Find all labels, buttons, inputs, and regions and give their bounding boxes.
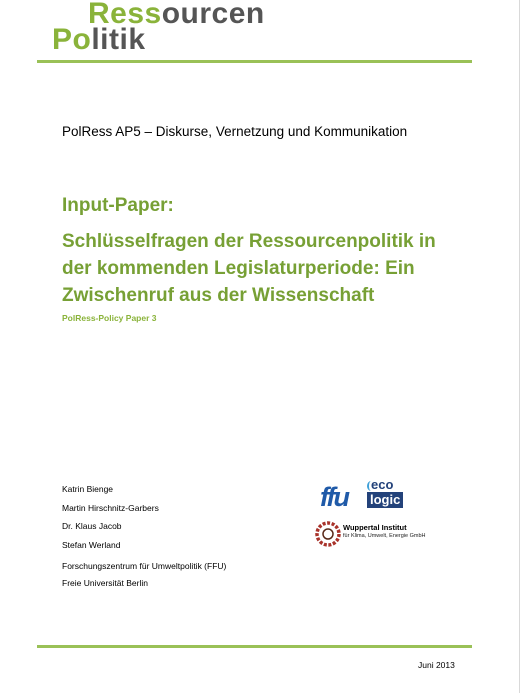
wuppertal-subtitle: für Klima, Umwelt, Energie GmbH — [343, 533, 426, 539]
logo-letters-litik: litik — [91, 23, 146, 56]
author-name: Stefan Werland — [62, 539, 121, 550]
wuppertal-institut-logo — [315, 521, 445, 551]
logo-letters-ourcen: ourcen — [161, 0, 265, 30]
document-title: Schlüsselfragen der Ressourcenpolitik in der kommenden Legislaturperiode: Ein Zwischenruf aus der Wissenschaft — [62, 231, 436, 306]
logo-line-2 — [52, 24, 146, 56]
author-name: Martin Hirschnitz-Garbers — [62, 502, 159, 513]
series-label: PolRess-Policy Paper 3 — [62, 313, 157, 323]
ecologic-logo — [367, 478, 401, 510]
project-line: PolRess AP5 – Diskurse, Vernetzung und Kommunikation — [62, 124, 408, 139]
bottom-divider — [37, 645, 472, 648]
institution-block — [62, 558, 226, 592]
institution-name: Forschungszentrum für Umweltpolitik (FFU) — [62, 561, 227, 571]
wuppertal-name: Wuppertal Institut — [343, 523, 407, 532]
ffu-logo: ffu — [320, 482, 348, 512]
author-name: Katrin Bienge — [62, 484, 114, 494]
wuppertal-ring-icon — [315, 521, 341, 547]
logo-letter-r: R — [88, 0, 111, 30]
university-name: Freie Universität Berlin — [62, 578, 148, 588]
ecologic-logo-top: eco — [371, 477, 394, 492]
top-divider — [37, 60, 472, 63]
author-list — [62, 480, 159, 554]
document-kicker: Input-Paper: — [62, 195, 174, 216]
ecologic-logo-bottom: logic — [367, 492, 403, 508]
logo-letters-ess: ess — [110, 0, 162, 30]
ressourcen-politik-logo — [52, 0, 265, 56]
author-name: Dr. Klaus Jacob — [62, 521, 122, 531]
logo-letters-po: Po — [52, 23, 92, 56]
publication-date: Juni 2013 — [418, 660, 455, 670]
